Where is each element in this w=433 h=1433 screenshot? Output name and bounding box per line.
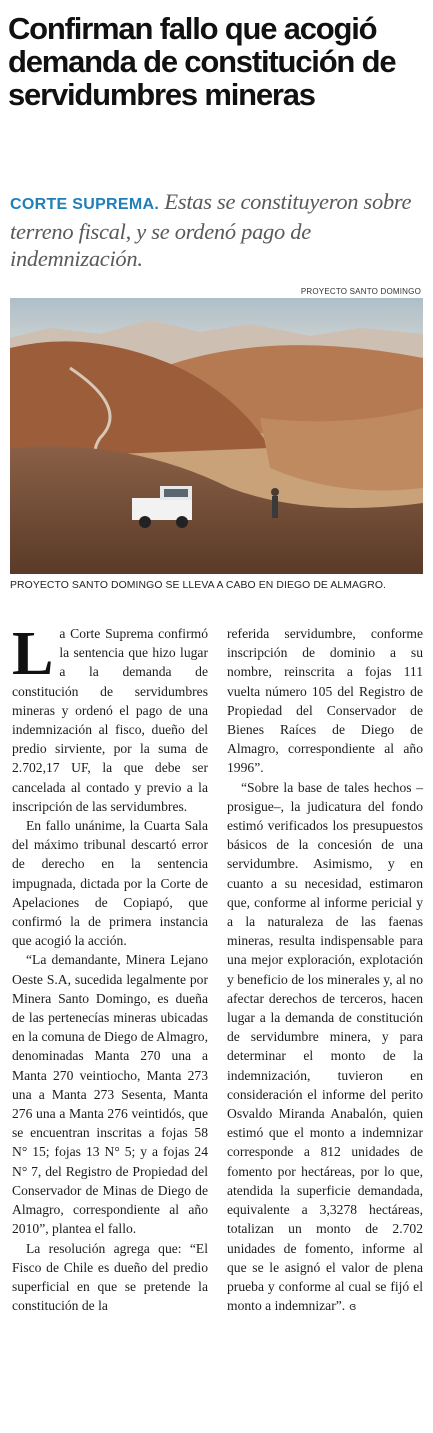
article-column-left [12, 620, 208, 1315]
photo-caption: PROYECTO SANTO DOMINGO SE LLEVA A CABO EN DIEGO DE ALMAGRO. [10, 580, 387, 591]
paragraph-2: En fallo unánime, la Cuarta Sala del máximo tribunal descartó error de derecho en la sentencia impugnada, dictada por la Corte de Apelaciones de Copiapó, que confirmó la de primera instancia que acogió la acción. [12, 818, 208, 949]
deck-kicker: CORTE SUPREMA. [10, 196, 160, 213]
deck-text: Estas se constituyeron sobre terreno fiscal, y se ordenó pago de indemnización. [10, 189, 412, 271]
drop-cap: L [12, 620, 54, 688]
headline: Confirman fallo que acogió demanda de constitución de servidumbres mineras [8, 11, 396, 112]
photo-credit: PROYECTO SANTO DOMINGO [300, 287, 421, 296]
mining-landscape-photo [10, 298, 423, 574]
deck [10, 188, 425, 272]
paragraph-4-continued: referida servidumbre, conforme inscripción de dominio a su nombre, reinscrita a fojas 111 vuelta número 105 del Registro de Propiedad del Conservador de Bienes Raíces de Diego de Almagro, correspondiente al año 1996”. [227, 626, 423, 776]
article-column-right [227, 624, 423, 1316]
paragraph-1-text: a Corte Suprema confirmó la sentencia que hizo lugar a la demanda de constitución de servidumbres mineras y ordenó el pago de una indemnización al fisco, dueño del predio sirviente, por la suma de 2.702,17 UF, la que debe ser cancelada al contado y previo a la inscripción de las servidumbres. [12, 626, 208, 814]
paragraph-5-text: “Sobre la base de tales hechos –prosigue–, la judicatura del fondo estimó verificados los presupuestos básicos de la concesión de una servidumbre. Asimismo, y en cuanto a su necesidad, estimaron que, conforme al informe pericial y a la naturaleza de las faenas mineras, resulta indispensable para una mejor exploración, explotación y beneficio de los minerales y, al no afectar derechos de terceros, hacen lugar a la demanda de constitución de servidumbre minera, y para determinar el monto de la indemnización, tuvieron en consideración el informe del perito Osvaldo Miranda Anabalón, quien estimó que el monto a indemnizar corresponde a 812 unidades de fomento por hectáreas, por lo que, atendida la superficie demandada, equivalente a 3,3278 hectáreas, totalizan un monto de 2.702 unidades de fomento, informe al que se le asignó el valor de plena prueba y conforme al cual se fijó el monto a indemnizar”. [227, 779, 423, 1314]
paragraph-1 [12, 620, 208, 816]
paragraph-4: La resolución agrega que: “El Fisco de Chile es dueño del predio superficial en que se pretende la constitución de la [12, 1240, 208, 1314]
paragraph-5 [227, 778, 423, 1317]
end-mark: ɞ [349, 1300, 357, 1314]
landscape-illustration [10, 298, 423, 574]
paragraph-3: “La demandante, Minera Lejano Oeste S.A, sucedida legalmente por Minera Santo Domingo, es dueña de las pertenecías mineras ubicadas en la comuna de Diego de Almagro, denominadas Manta 270 una a Manta 270 veintiocho, Manta 273 una a Manta 273 Sesenta, Manta 276 una a Manta 276 veintidós, que se encuentran inscritas a fojas 58 N° 15; fojas 13 N° 5; y a fojas 24 N° 7, del Registro de Propiedad del Conservador de Minas de Diego de Almagro, correspondiente al año 2010”, plantea el fallo. [12, 952, 208, 1237]
standing-person [271, 488, 279, 518]
